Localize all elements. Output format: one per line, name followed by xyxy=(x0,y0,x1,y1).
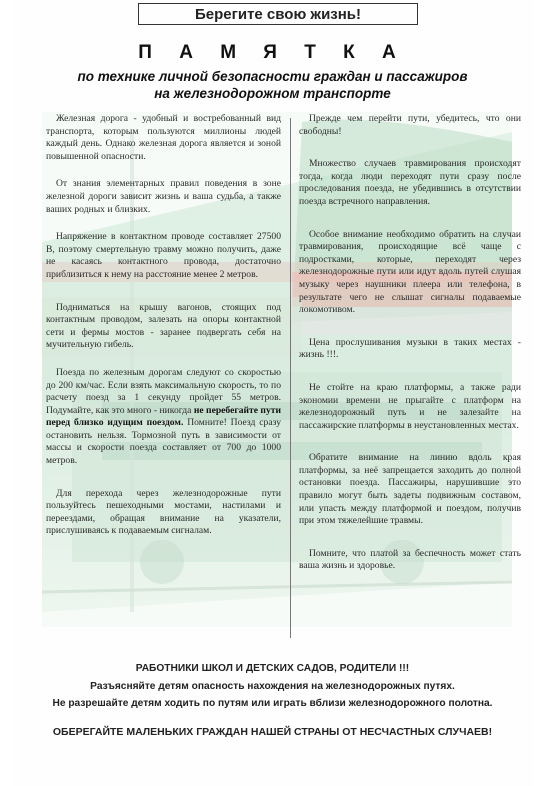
right-paragraph: Обратите внимание на линию вдоль края платформы, за неё запрещается заходить до полной остановки поезда. Пассажиры, нарушившие это правило могут быть задеты подвижным составом, или упасть между платформой и поездом, получив при этом тяжелейшие травмы. xyxy=(299,452,521,527)
memo-subtitle xyxy=(12,68,533,102)
subtitle-line-1: по технике личной безопасности граждан и пассажиров xyxy=(77,69,468,84)
right-paragraph: Помните, что платой за беспечность может стать ваша жизнь и здоровье. xyxy=(299,547,521,572)
subtitle-line-2: на железнодорожном транспорте xyxy=(154,86,391,101)
footer-line-1: РАБОТНИКИ ШКОЛ И ДЕТСКИХ САДОВ, РОДИТЕЛИ !!! xyxy=(135,663,410,674)
footer-line-4: ОБЕРЕГАЙТЕ МАЛЕНЬКИХ ГРАЖДАН НАШЕЙ СТРАНЫ ОТ НЕСЧАСТНЫХ СЛУЧАЕВ! xyxy=(52,726,493,738)
left-paragraph: Подниматься на крышу вагонов, стоящих под контактным проводом, залезать на опоры контактной сети и фермы мостов - заранее подвергать себя на мучительную гибель. xyxy=(46,301,281,351)
left-paragraph: Железная дорога - удобный и востребованный вид транспорта, которым пользуются миллионы людей каждый день. Однако железная дорога является и зоной повышенной опасности. xyxy=(46,113,281,162)
banner-title: Берегите свою жизнь! xyxy=(138,3,418,25)
memo-sheet xyxy=(12,0,533,786)
right-paragraph: Особое внимание необходимо обратить на случаи травмирования, происходящие всё чаще с подростками, которые, переходят через железнодорожные пути или идут вдоль путей слушая музыку через наушники плеера или телефона, в результате чего не слышат сигналы подаваемые локомотивом. xyxy=(299,228,521,316)
footer-line-2: Разъясняйте детям опасность нахождения на железнодорожных путях. xyxy=(90,681,455,692)
right-paragraph: Не стойте на краю платформы, а также ради экономии времени не прыгайте с платформ на железнодорожный путь и не залезайте на пассажирские платформы в неустановленных местах. xyxy=(299,381,521,431)
left-paragraph: От знания элементарных правил поведения в зоне железной дороги зависит жизнь и ваша судьба, а также ваших родных и близких. xyxy=(46,178,281,215)
speed-text-a: Поезда по железным дорогам следуют со скоростью до 200 км/час. Если взять максимальную скорость, то по расчету поезд за 1 секунду пройдет 55 метров. Подумайте, как это много - никогда xyxy=(46,366,281,416)
footer-line-3: Не разрешайте детям ходить по путям или играть вблизи железнодорожного полотна. xyxy=(52,698,493,709)
speed-text-b: Помните! Поезд сразу остановить нельзя. Тормозной путь в зависимости от массы и скорости поезда составляет от 700 до 1000 метров. xyxy=(46,417,281,467)
left-paragraph-speed xyxy=(46,367,281,468)
left-paragraph: Для перехода через железнодорожные пути пользуйтесь пешеходными мостами, настилами и переездами, обращая внимание на указатели, прислушиваясь к подаваемым сигналам. xyxy=(46,487,281,537)
left-paragraph: Напряжение в контактном проводе составляет 27500 В, поэтому смертельную травму можно получить, даже не касаясь контактного провода, достаточно приблизиться к нему на расстояние менее 2 метров. xyxy=(46,231,281,280)
speed-warning-bold: не перебегайте пути перед близко идущим поездом. xyxy=(46,404,281,429)
memo-title: П А М Я Т К А xyxy=(138,42,407,63)
left-column xyxy=(46,113,281,553)
right-paragraph: Прежде чем перейти пути, убедитесь, что они свободны! xyxy=(299,113,521,137)
right-paragraph: Множество случаев травмирования происходят тогда, когда люди переходят пути сразу после проследования поезда, не убедившись в отсутствии поезда встречного направления. xyxy=(299,158,521,207)
right-column xyxy=(299,113,521,588)
right-paragraph: Цена прослушивания музыки в таких местах - жизнь !!!. xyxy=(299,336,521,361)
column-divider xyxy=(290,118,291,638)
